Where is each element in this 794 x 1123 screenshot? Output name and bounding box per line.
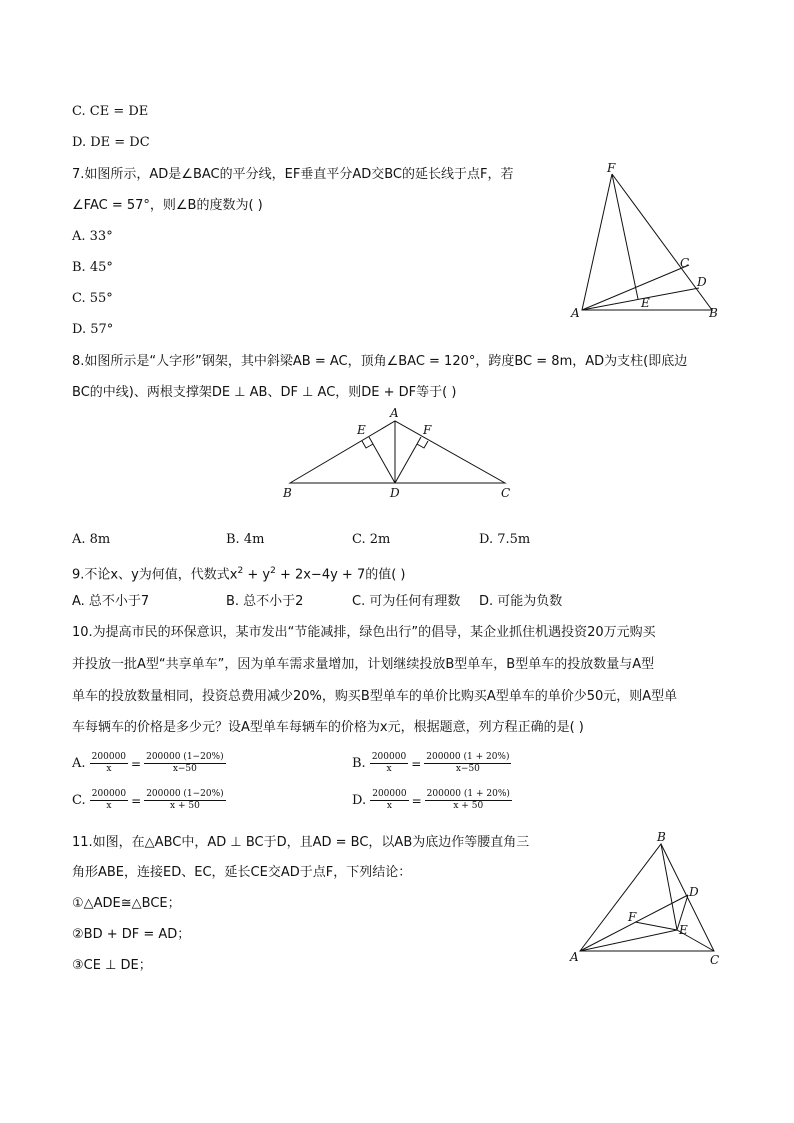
q9-stem-prefix: 9.不论x、y为何值，代数式x [72, 567, 238, 583]
q11-conclusion-3: ③CE ⊥ DE； [72, 958, 152, 973]
q8-label-e: E [357, 423, 366, 437]
equals-sign: = [411, 756, 422, 771]
fraction-numerator: 200000 (1−20%) [146, 789, 224, 799]
q9-exp-x: 2 [237, 566, 244, 576]
q10-option-b-label: B. [352, 756, 366, 771]
fraction-numerator: 200000 (1 + 20%) [426, 752, 510, 762]
fraction-numerator: 200000 [371, 752, 407, 762]
q7-stem-line2: ∠FAC = 57°，则∠B的度数为( ) [72, 198, 263, 213]
fraction-numerator: 200000 [91, 789, 127, 799]
q11-line-ef [635, 922, 677, 930]
q8-label-a: A [390, 406, 399, 420]
q11-stem-line1: 11.如图，在△ABC中，AD ⊥ BC于D，且AD = BC，以AB为底边作等腰直角三 [72, 835, 530, 850]
q11-label-e: E [679, 923, 688, 937]
q7-line-fe [612, 174, 638, 299]
q9-option-b: B. 总不小于2 [226, 594, 304, 609]
q7-figure [565, 160, 730, 325]
q8-stem-line1: 8.如图所示是“人字形”钢架，其中斜梁AB = AC，顶角∠BAC = 120°，跨度BC = 8m，AD为支柱(即底边 [72, 354, 688, 369]
q11-line-be [661, 844, 677, 930]
q7-stem-line1: 7.如图所示，AD是∠BAC的平分线，EF垂直平分AD交BC的延长线于点F，若 [72, 167, 514, 182]
q10-option-a [72, 752, 226, 775]
q10-stem-line2: 并投放一批A型“共享单车”，因为单车需求量增加，计划继续投放B型单车，B型单车的投放数量与A型 [72, 657, 655, 672]
q10-option-c [72, 789, 226, 812]
q10-option-b-right-fraction [424, 752, 511, 775]
q9-option-c: C. 可为任何有理数 [352, 594, 461, 609]
q11-label-f: F [628, 910, 637, 924]
q10-option-b-left-fraction [370, 752, 408, 775]
fraction-denominator: x−50 [455, 764, 480, 774]
q11-stem-line2: 角形ABE，连接ED、EC，延长CE交AD于点F，下列结论： [72, 865, 412, 880]
q10-option-c-label: C. [72, 793, 86, 808]
q11-conclusion-2: ②BD + DF = AD； [72, 927, 191, 942]
fraction-numerator: 200000 (1−20%) [146, 752, 224, 762]
q8-label-b: B [283, 486, 292, 500]
q7-label-a: A [571, 306, 580, 320]
q7-option-a: A. 33° [72, 229, 113, 244]
q8-option-c: C. 2m [352, 532, 391, 547]
q8-triangle-abc [290, 421, 505, 483]
q6-option-c: C. CE = DE [72, 104, 149, 119]
fraction-denominator: x [386, 764, 392, 774]
q11-label-b: B [657, 830, 666, 844]
q10-option-a-right-fraction [144, 752, 226, 775]
q10-option-c-right-fraction [144, 789, 226, 812]
equals-sign: = [131, 793, 142, 808]
fraction-denominator: x [106, 801, 112, 811]
fraction-denominator: x + 50 [170, 801, 200, 811]
q10-stem-line4: 车每辆车的价格是多少元？设A型单车每辆车的价格为x元，根据题意，列方程正确的是( ) [72, 720, 584, 735]
equals-sign: = [411, 793, 422, 808]
q7-option-c: C. 55° [72, 291, 113, 306]
q11-line-ae [580, 930, 677, 951]
q10-stem-line1: 10.为提高市民的环保意识，某市发出“节能减排，绿色出行”的倡导，某企业抓住机遇投资20万元购买 [72, 625, 656, 640]
q7-label-d: D [697, 275, 707, 289]
q6-option-d: D. DE = DC [72, 135, 150, 150]
fraction-numerator: 200000 [372, 789, 407, 799]
q8-option-d: D. 7.5m [479, 532, 531, 547]
q10-option-d [352, 789, 512, 812]
fraction-numerator: 200000 (1 + 20%) [426, 789, 510, 799]
q11-conclusion-1: ①△ADE≅△BCE； [72, 896, 181, 911]
q8-option-b: B. 4m [226, 532, 265, 547]
fraction-numerator: 200000 [91, 752, 127, 762]
q7-label-b: B [709, 306, 718, 320]
q10-option-d-left-fraction [370, 789, 408, 812]
q10-option-d-right-fraction [425, 789, 512, 812]
q7-label-f: F [607, 161, 616, 175]
q7-label-c: C [680, 256, 690, 270]
q9-stem [72, 562, 406, 584]
q9-exp-y: 2 [270, 566, 276, 576]
fraction-denominator: x−50 [172, 764, 197, 774]
fraction-denominator: x [386, 801, 392, 811]
q8-figure [275, 403, 525, 503]
q11-label-c: C [710, 953, 720, 967]
q7-label-e: E [641, 296, 650, 310]
q11-label-d: D [689, 885, 699, 899]
q8-label-f: F [423, 423, 432, 437]
q10-stem-line3: 单车的投放数量相同，投资总费用减少20%，购买B型单车的单价比购买A型单车的单价少50元，则A型单 [72, 689, 678, 704]
fraction-denominator: x [106, 764, 112, 774]
q10-option-a-left-fraction [90, 752, 128, 775]
q10-option-a-label: A. [72, 756, 86, 771]
q9-stem-mid2: + 2x−4y + 7的值( ) [275, 567, 406, 583]
q10-option-d-label: D. [352, 793, 367, 808]
q9-option-d: D. 可能为负数 [479, 594, 563, 609]
fraction-denominator: x + 50 [453, 801, 484, 811]
q10-option-c-left-fraction [90, 789, 128, 812]
q8-label-c: C [501, 486, 511, 500]
q9-option-a: A. 总不小于7 [72, 594, 150, 609]
q8-label-d: D [390, 486, 400, 500]
equals-sign: = [131, 756, 142, 771]
q11-label-a: A [570, 950, 579, 964]
q8-stem-line2: BC的中线)、两根支撑架DE ⊥ AB、DF ⊥ AC，则DE + DF等于( ) [72, 385, 457, 400]
q8-option-a: A. 8m [72, 532, 111, 547]
q9-stem-mid1: + y [243, 567, 271, 583]
q10-option-b [352, 752, 511, 775]
q7-option-d: D. 57° [72, 322, 114, 337]
q7-option-b: B. 45° [72, 260, 113, 275]
q11-figure [565, 826, 745, 971]
